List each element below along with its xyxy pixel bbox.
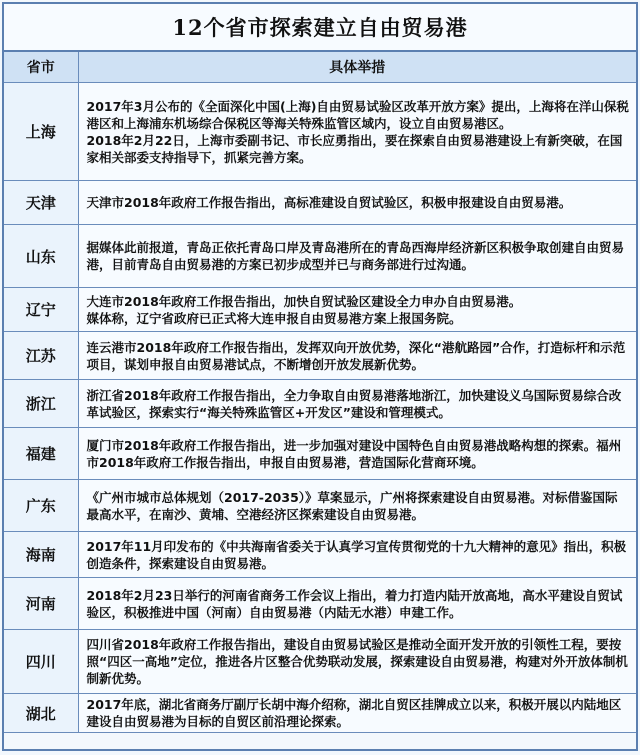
- measure-cell: [78, 83, 636, 181]
- measure-text: 《广州市城市总体规划（2017-2035）》草案显示，广州将探索建设自由贸易港。对标借鉴国际最高水平，在南沙、黄埔、空港经济区探索建设自由贸易港。: [86, 489, 618, 522]
- province-cell: 广东: [4, 480, 78, 532]
- measure-cell: [78, 288, 636, 332]
- table-row: [4, 83, 636, 181]
- measure-text: 厦门市2018年政府工作报告指出，进一步加强对建设中国特色自由贸易港战略构想的探索。福州市2018年政府工作报告指出，申报自由贸易港，营造国际化营商环境。: [86, 437, 622, 470]
- table-row: [4, 428, 636, 480]
- measures-table: [4, 52, 636, 733]
- measure-cell: [78, 578, 636, 630]
- table-row: [4, 630, 636, 694]
- province-cell: 浙江: [4, 380, 78, 428]
- measure-text: 据媒体此前报道，青岛正依托青岛口岸及青岛港所在的青岛西海岸经济新区积极争取创建自由贸易港，目前青岛自由贸易港的方案已初步成型并已与商务部进行过沟通。: [86, 240, 625, 272]
- measure-cell: [78, 380, 636, 428]
- measure-cell: [78, 428, 636, 480]
- document-frame: [2, 2, 638, 751]
- measure-cell: [78, 480, 636, 532]
- measure-cell: [78, 694, 636, 733]
- measure-text: 天津市2018年政府工作报告指出，高标准建设自贸试验区，积极申报建设自由贸易港。: [86, 195, 572, 210]
- table-row: [4, 380, 636, 428]
- province-cell: 山东: [4, 225, 78, 288]
- measure-text: 浙江省2018年政府工作报告指出，全力争取自由贸易港落地浙江，加快建设义乌国际贸易综合改革试验区，探索实行“海关特殊监管区+开发区”建设和管理模式。: [86, 387, 622, 420]
- table-header-row: [4, 52, 636, 83]
- measure-text: 2017年11月印发布的《中共海南省委关于认真学习宣传贯彻党的十九大精神的意见》指出，积极创造条件，探索建设自由贸易港。: [86, 538, 627, 571]
- measure-text: 连云港市2018年政府工作报告指出，发挥双向开放优势，深化“港航路园”合作，打造标杆和示范项目，谋划申报自由贸易港试点，不断增创开放发展新优势。: [86, 339, 626, 372]
- measure-text: 2018年2月22日，上海市委副书记、市长应勇指出，要在探索自由贸易港建设上有新突破，在国家相关部委支持指导下，抓紧完善方案。: [86, 132, 623, 165]
- province-cell: 上海: [4, 83, 78, 181]
- measure-text: 2018年2月23日举行的河南省商务工作会议上指出，着力打造内陆开放高地，高水平建设自贸试验区，积极推进中国（河南）自由贸易港（内陆无水港）申建工作。: [86, 587, 623, 620]
- measure-cell: [78, 532, 636, 578]
- province-cell: 河南: [4, 578, 78, 630]
- table-row: [4, 480, 636, 532]
- table-row: [4, 225, 636, 288]
- table-row: [4, 181, 636, 225]
- measure-cell: [78, 332, 636, 380]
- province-cell: 天津: [4, 181, 78, 225]
- table-row: [4, 532, 636, 578]
- province-cell: 辽宁: [4, 288, 78, 332]
- measure-cell: [78, 181, 636, 225]
- table-row: [4, 332, 636, 380]
- province-cell: 江苏: [4, 332, 78, 380]
- table-row: [4, 288, 636, 332]
- measures-column-header: 具体举措: [78, 52, 636, 83]
- province-column-header: 省市: [4, 52, 78, 83]
- measure-text: 大连市2018年政府工作报告指出，加快自贸试验区建设全力申办自由贸易港。: [86, 293, 522, 309]
- measure-cell: [78, 630, 636, 694]
- province-cell: 福建: [4, 428, 78, 480]
- table-row: [4, 694, 636, 733]
- page-title: 12个省市探索建立自由贸易港: [4, 4, 636, 52]
- measure-text: 媒体称，辽宁省政府已正式将大连申报自由贸易港方案上报国务院。: [86, 310, 462, 326]
- province-cell: 湖北: [4, 694, 78, 733]
- province-cell: 海南: [4, 532, 78, 578]
- province-cell: 四川: [4, 630, 78, 694]
- measure-cell: [78, 225, 636, 288]
- measure-text: 四川省2018年政府工作报告指出，建设自由贸易试验区是推动全面开发开放的引领性工程，要按照“四区一高地”定位，推进各片区整合优势联动发展，探索建设自由贸易港，构建对外开放体制机制新优势。: [86, 637, 628, 686]
- measure-text: 2017年底，湖北省商务厅副厅长胡中海介绍称，湖北自贸区挂牌成立以来，积极开展以内陆地区建设自由贸易港为目标的自贸区前沿理论探索。: [86, 697, 622, 729]
- measure-text: 2017年3月公布的《全面深化中国(上海)自由贸易试验区改革开放方案》提出，上海将在洋山保税港区和上海浦东机场综合保税区等海关特殊监管区域内，设立自由贸易港区。: [86, 98, 629, 131]
- table-row: [4, 578, 636, 630]
